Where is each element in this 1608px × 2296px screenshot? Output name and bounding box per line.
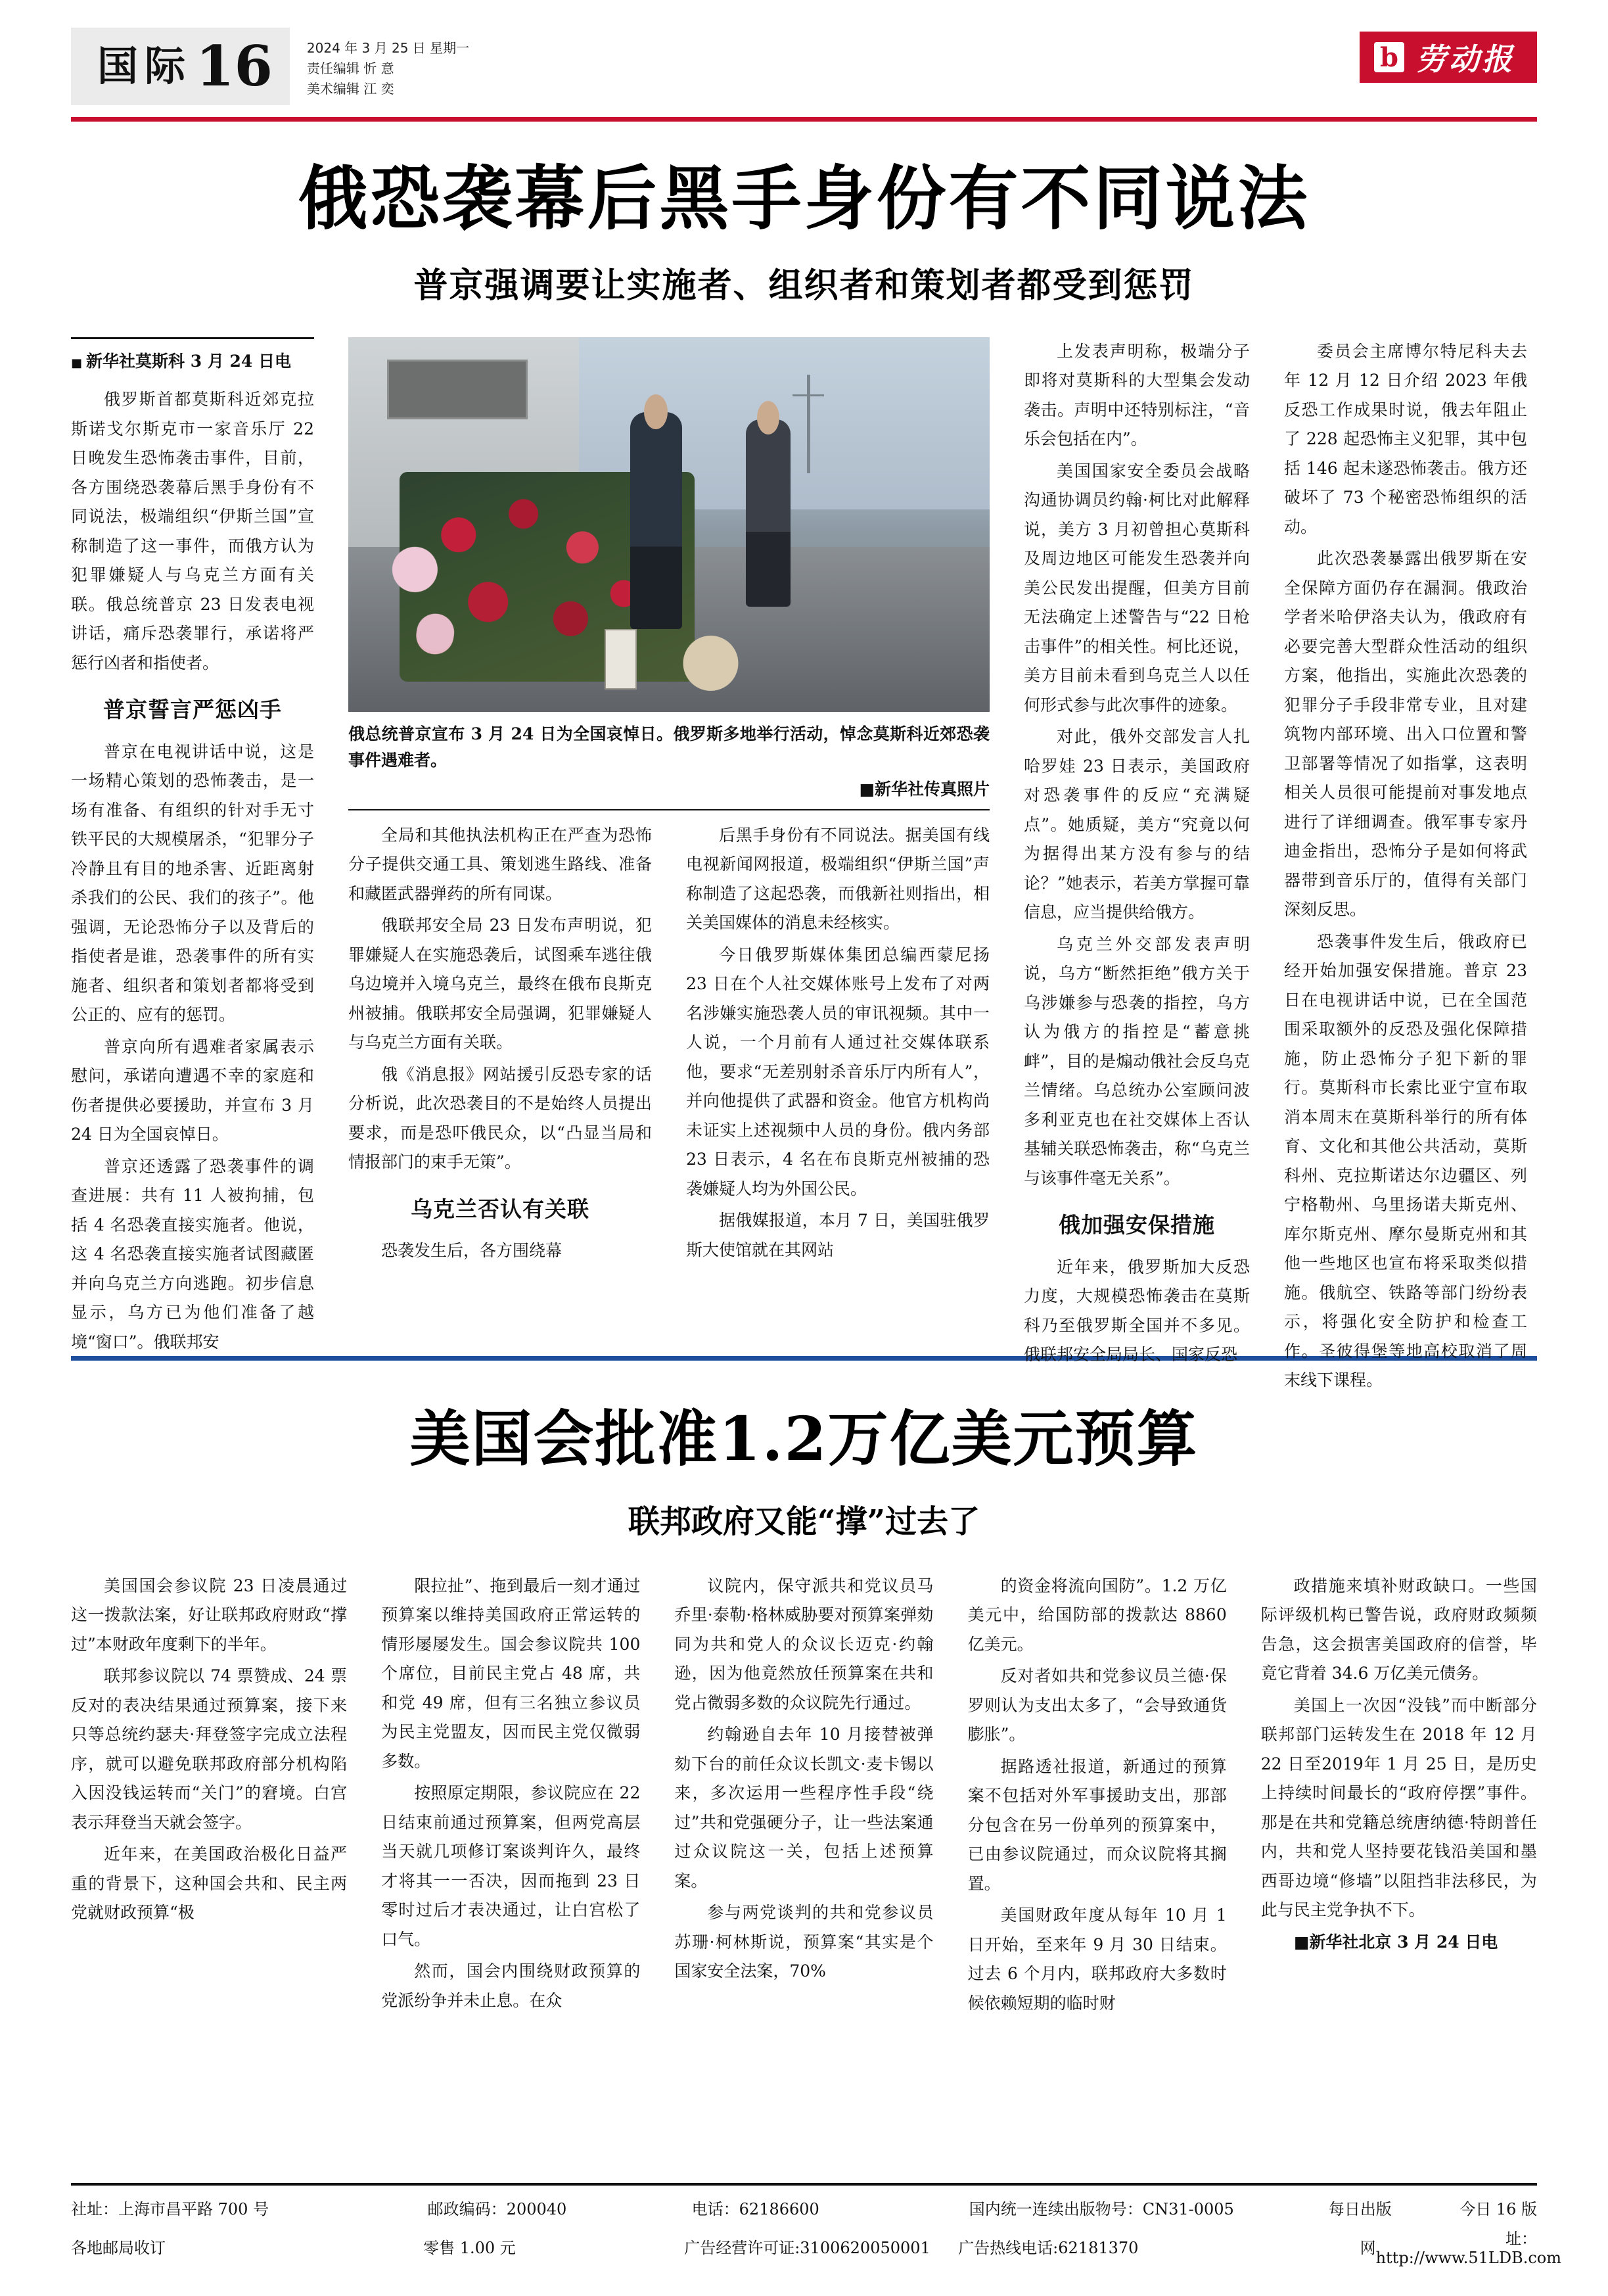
photo-teddy-bear <box>682 626 740 701</box>
paragraph: 恐袭发生后，各方围绕幕 <box>381 1241 563 1261</box>
article2-body <box>71 1572 1537 2032</box>
article1-photo-caption <box>348 721 990 810</box>
paragraph: 政措施来填补财政缺口。一些国际评级机构已警告说，政府财政频频告急，这会损害美国政府的信誉，毕竟它背着 34.6 万亿美元债务。 <box>1260 1576 1537 1683</box>
article1-subheadline: 普京强调要让实施者、组织者和策划者都受到惩罚 <box>413 265 1195 306</box>
footer-website-url[interactable]: 址：http://www.51LDB.com <box>1375 2230 1561 2267</box>
paragraph: 美国国会参议院 23 日凌晨通过这一拨款法案，好让联邦政府财政“撑过”本财政年度剩下的半年。 <box>71 1576 348 1654</box>
footer-page-count: 今日 16 版 <box>1459 2200 1537 2218</box>
article2-column-4 <box>951 1572 1244 2032</box>
memorial-photo <box>348 337 990 712</box>
paragraph: 乌克兰外交部发表声明说，乌方“断然拒绝”俄方关于乌涉嫌参与恐袭的指控，乌方认为俄方的指控是“蓄意挑衅”，目的是煽动俄社会反乌克兰情绪。乌总统办公室顾问波多利亚克也在社交媒体上否认基辅关联恐怖袭击，称“乌克兰与该事件毫无关系”。 <box>1024 934 1250 1188</box>
article1-column-2 <box>331 337 1007 1336</box>
article2-column-2 <box>364 1572 657 2032</box>
paragraph: 上发表声明称，极端分子即将对莫斯科的大型集会发动袭击。声明中还特别标注，“音乐会包括在内”。 <box>1024 341 1250 449</box>
logo-mark-icon: b <box>1374 42 1404 72</box>
photo-person-kneeling <box>630 412 681 630</box>
paragraph: 然而，国会内围绕财政预算的党派纷争并未止息。在众 <box>381 1961 641 2010</box>
paragraph: 委员会主席博尔特尼科夫去年 12 月 12 日介绍 2023 年俄反恐工作成果时说，俄去年阻止了 228 起恐怖主义犯罪，其中包括 146 起未遂恐怖袭击。俄方还破坏了 73 个秘密恐怖组织的活动。 <box>1284 341 1527 536</box>
masthead-meta <box>290 28 469 105</box>
article1-subhead-2: 乌克兰否认有关联 <box>411 1196 589 1222</box>
paragraph: 普京在电视讲话中说，这是一场精心策划的恐怖袭击，是一场有准备、有组织的针对手无寸铁平民的大规模屠杀，“犯罪分子冷静且有目的地杀害、近距离射杀我们的公民、我们的孩子”。他强调，无论恐怖分子以及背后的指使者是谁，恐袭事件的所有实施者、组织者和策划者都将受到公正的、应有的惩罚。 <box>71 741 314 1025</box>
paragraph: 全局和其他执法机构正在严查为恐怖分子提供交通工具、策划逃生路线、准备和藏匿武器弹药的所有同谋。 <box>348 825 652 903</box>
photo-credit: ■新华社传真照片 <box>859 779 990 799</box>
article2-column-5 <box>1244 1572 1537 2032</box>
paragraph: 约翰逊自去年 10 月接替被弹劾下台的前任众议长凯文·麦卡锡以来，多次运用一些程序性手段“绕过”共和党强硬分子，让一些法案通过众议院这一关，包括上述预算案。 <box>674 1725 934 1890</box>
paragraph: 的资金将流向国防”。1.2 万亿美元中，给国防部的拨款达 8860 亿美元。 <box>967 1576 1227 1654</box>
article1-mid-subcolumns <box>348 821 990 1269</box>
article1-dateline: ■ 新华社莫斯科 3 月 24 日电 <box>71 337 314 377</box>
paragraph: 后黑手身份有不同说法。据美国有线电视新闻网报道，极端组织“伊斯兰国”声称制造了这起恐袭，而俄新社则指出，相关美国媒体的消息未经核实。 <box>686 825 990 933</box>
footer-phone: 电话：62186600 <box>691 2200 819 2218</box>
responsible-editor: 责任编辑 忻 意 <box>306 60 394 76</box>
paragraph: 美国财政年度从每年 10 月 1 日开始，至来年 9 月 30 日结束。过去 6 个月内，联邦政府大多数时候依赖短期的临时财 <box>967 1906 1227 2013</box>
article1-column-3 <box>1007 337 1267 1365</box>
paragraph: 美国上一次因“没钱”而中断部分联邦部门运转发生在 2018 年 12 月22 日至2019年 1 月 25 日，是历史上持续时间最长的“政府停摆”事件。那是在共和党籍总统唐纳德·特朗普任内，共和党人坚持要花钱沿美国和墨西哥边境“修墙”以阻挡非法移民，为此与民主党争执不下。 <box>1260 1695 1537 1920</box>
article2 <box>71 1361 1537 2032</box>
paragraph: 据路透社报道，新通过的预算案不包括对外军事援助支出，那部分包含在另一份单列的预算案中，已由参议院通过，而众议院将其搁置。 <box>967 1756 1227 1893</box>
article1-subhead-1: 普京誓言严惩凶手 <box>103 697 282 723</box>
section-name: 国际 <box>97 42 193 90</box>
article1-column-1 <box>71 337 331 1351</box>
paragraph: 俄罗斯首都莫斯科近郊克拉斯诺戈尔斯克市一家音乐厅 22 日晚发生恐怖袭击事件，目前，各方围绕恐袭幕后黑手身份有不同说法，极端组织“伊斯兰国”宣称制造了这一事件，而俄方认为犯罪嫌疑人与乌克兰方面有关联。俄总统普京 23 日发表电视讲话，痛斥恐袭罪行，承诺将严惩行凶者和指使者。 <box>71 390 314 672</box>
photo-toys <box>374 525 476 674</box>
paragraph: 俄《消息报》网站援引反恐专家的话分析说，此次恐袭目的不是始终人员提出要求，而是恐吓俄民众，以“凸显当局和情报部门的束手无策”。 <box>348 1064 652 1172</box>
paragraph: 参与两党谈判的共和党参议员苏珊·柯林斯说，预算案“其实是个国家安全法案，70% <box>674 1903 934 1981</box>
footer-subscription: 各地邮局收订 <box>71 2239 166 2257</box>
article2-endmark: ■新华社北京 3 月 24 日电 <box>1293 1932 1498 1952</box>
paragraph: 普京还透露了恐袭事件的调查进展：共有 11 人被拘捕，包括 4 名恐袭直接实施者。他说，这 4 名恐袭直接实施者试图藏匿并向乌克兰方向逃跑。初步信息显示，乌方已为他们准备了越境“窗口”。俄联邦安 <box>71 1156 314 1351</box>
footer-publish-frequency: 每日出版 <box>1328 2200 1392 2218</box>
issue-date: 2024 年 3 月 25 日 星期一 <box>306 40 470 56</box>
paragraph: 近年来，俄罗斯加大反恐力度，大规模恐怖袭击在莫斯科乃至俄罗斯全国并不多见。俄联邦安全局局长、国家反恐 <box>1024 1257 1250 1365</box>
footer-postcode: 邮政编码：200040 <box>427 2200 567 2218</box>
article1-column-2a <box>348 821 669 1269</box>
paragraph: 今日俄罗斯媒体集团总编西蒙尼扬 23 日在个人社交媒体账号上发布了对两名涉嫌实施恐袭人员的审讯视频。其中一人说，一个月前有人通过社交媒体联系他，要求“无差别射杀音乐厅内所有人”，并向他提供了武器和资金。他官方机构尚未证实上述视频中人员的身份。俄内务部 23 日表示，4 名在布良斯克州被捕的恐袭嫌疑人均为外国公民。 <box>686 945 990 1198</box>
page-footer <box>71 2183 1561 2274</box>
article2-headline: 美国会批准1.2万亿美元预算 <box>409 1403 1199 1474</box>
footer-address: 社址：上海市昌平路 700 号 <box>71 2200 269 2218</box>
paragraph: 俄联邦安全局 23 日发布声明说，犯罪嫌疑人在实施恐袭后，试图乘车逃往俄乌边境并入境乌克兰，最终在俄布良斯克州被捕。俄联邦安全局强调，犯罪嫌疑人与乌克兰方面有关联。 <box>348 916 652 1052</box>
masthead <box>71 0 1537 122</box>
paragraph: 按照原定期限，参议院应在 22 日结束前通过预算案，但两党高层当天就几项修订案谈判许久，最终才将其一一否决，因而拖到 23 日零时过后才表决通过，让白宫松了口气。 <box>381 1783 641 1949</box>
paragraph: 对此，俄外交部发言人扎哈罗娃 23 日表示，美国政府对恐袭事件的反应“充满疑点”。她质疑，美方“究竟以何为据得出某方没有参与的结论？”她表示，若美方掌握可靠信息，应当提供给俄方。 <box>1024 727 1250 922</box>
photo-plaque <box>387 360 528 419</box>
photo-caption-text: 俄总统普京宣布 3 月 24 日为全国哀悼日。俄罗斯多地举行活动，悼念莫斯科近郊恐袭事件遇难者。 <box>348 724 990 770</box>
photo-tower <box>807 375 810 473</box>
paragraph: 此次恐袭暴露出俄罗斯在安全保障方面仍存在漏洞。俄政治学者米哈伊洛夫认为，俄政府有必要完善大型群众性活动的组织方案，他指出，实施此次恐袭的犯罪分子手段非常专业，且对建筑物内部环境、出入口位置和警卫部署等情况了如指掌，这表明相关人员很可能提前对事发地点进行了详细调查。俄军事专家丹迪金指出，恐怖分子是如何将武器带到音乐厅的，值得有关部门深刻反思。 <box>1284 549 1527 920</box>
paragraph: 近年来，在美国政治极化日益严重的背景下，这种国会共和、民主两党就财政预算“极 <box>71 1844 348 1923</box>
newspaper-logo <box>1360 32 1537 83</box>
footer-price: 零售 1.00 元 <box>423 2239 516 2257</box>
article1-column-2b <box>669 821 990 1269</box>
page-number: 16 <box>196 34 273 99</box>
paragraph: 美国国家安全委员会战略沟通协调员约翰·柯比对此解释说，美方 3 月初曾担心莫斯科及周边地区可能发生恐袭并向美公民发出提醒，但美方目前无法确定上述警告与“22 日枪击事件”的相关性。柯比还说，美方目前未看到乌克兰人以任何形式参与此次事件的迹象。 <box>1024 461 1250 715</box>
article1-photo-block <box>348 337 990 810</box>
paragraph: 反对者如共和党参议员兰德·保罗则认为支出太多了，“会导致通货膨胀”。 <box>967 1666 1227 1745</box>
article2-column-3 <box>657 1572 950 2032</box>
paragraph: 据俄媒报道，本月 7 日，美国驻俄罗斯大使馆就在其网站 <box>686 1211 990 1259</box>
paragraph: 议院内，保守派共和党议员马乔里·泰勒·格林威胁要对预算案弹劾同为共和党人的众议长迈克·约翰逊，因为他竟然放任预算案在共和党占微弱多数的众议院先行通过。 <box>674 1576 934 1712</box>
footer-web-label: 网 <box>1360 2239 1376 2257</box>
article1-headline: 俄恐袭幕后黑手身份有不同说法 <box>298 157 1310 239</box>
article1-subhead-3: 俄加强安保措施 <box>1059 1212 1215 1238</box>
article2-subheadline: 联邦政府又能“撑”过去了 <box>628 1503 980 1540</box>
photo-person-standing <box>746 419 791 607</box>
section-banner <box>71 28 290 105</box>
article1-body <box>71 337 1537 1390</box>
newspaper-name: 劳动报 <box>1416 41 1515 77</box>
footer-row-2 <box>71 2226 1561 2267</box>
art-editor: 美术编辑 江 奕 <box>306 81 394 97</box>
footer-ad-license: 广告经营许可证:3100620050001 <box>684 2239 930 2257</box>
paragraph: 限拉扯”、拖到最后一刻才通过预算案以维持美国政府正常运转的情形屡屡发生。国会参议院共 100 个席位，目前民主党占 48 席，共和党 49 席，但有三名独立参议员为民主党盟友，因而民主党仅微弱多数。 <box>381 1576 641 1771</box>
article2-column-1 <box>71 1572 364 2032</box>
footer-ad-hotline: 广告热线电话:62181370 <box>958 2239 1139 2257</box>
article1-column-4 <box>1267 337 1527 1390</box>
paragraph: 联邦参议院以 74 票赞成、24 票反对的表决结果通过预算案，接下来只等总统约瑟夫·拜登签字完成立法程序，就可以避免联邦政府部分机构陷入因没钱运转而“关门”的窘境。白宫表示拜登当天就会签字。 <box>71 1666 348 1832</box>
footer-cn-number: 国内统一连续出版物号：CN31-0005 <box>969 2200 1234 2218</box>
masthead-spacer <box>469 28 1360 105</box>
footer-row-1 <box>71 2196 1537 2219</box>
paragraph: 普京向所有遇难者家属表示慰问，承诺向遭遇不幸的家庭和伤者提供必要援助，并宣布 3 月 24 日为全国哀悼日。 <box>71 1037 314 1144</box>
article1-headline-zone <box>71 122 1537 307</box>
photo-lantern <box>605 629 637 689</box>
paragraph: 恐袭事件发生后，俄政府已经开始加强安保措施。普京 23 日在电视讲话中说，已在全国范围采取额外的反恐及强化保障措施，防止恐怖分子犯下新的罪行。莫斯科市长索比亚宁宣布取消本周末在莫斯科举行的所有体育、文化和其他公共活动，莫斯科州、克拉斯诺达尔边疆区、列宁格勒州、乌里扬诺夫斯克州、库尔斯克州、摩尔曼斯克州和其他一些地区也宣布将采取类似措施。俄航空、铁路等部门纷纷表示，将强化安全防护和检查工作。圣彼得堡等地高校取消了周末线下课程。 <box>1284 931 1527 1390</box>
